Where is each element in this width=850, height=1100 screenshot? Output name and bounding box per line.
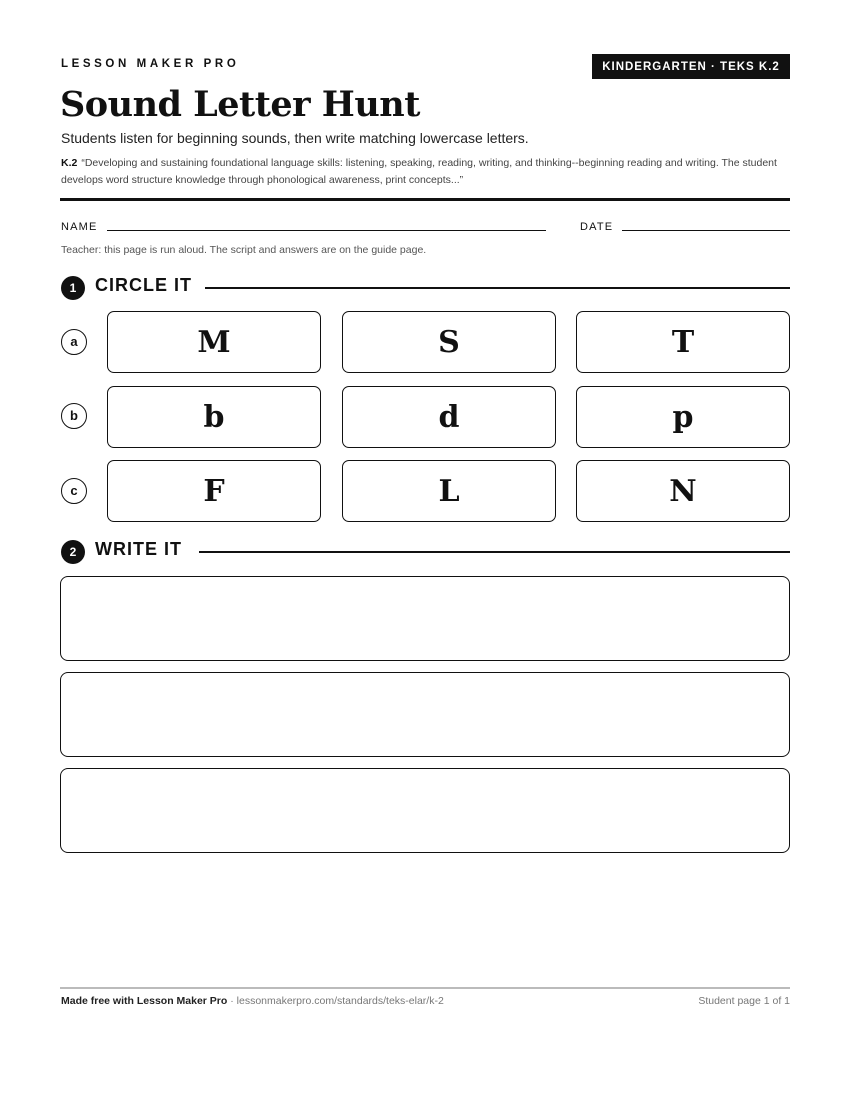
write-box[interactable] — [60, 768, 790, 853]
section-1-number: 1 — [61, 276, 85, 300]
row-label-a: a — [61, 329, 87, 355]
footer-made-with: Made free with Lesson Maker Pro — [61, 995, 228, 1007]
header-divider — [60, 198, 790, 201]
section-1-rule — [205, 287, 790, 289]
standard-text: “Developing and sustaining foundational language skills: listening, speaking, reading, writing, and thinking--beginning reading and writing. The student develops word structure knowledge through phonological awareness, print concepts...” — [61, 157, 777, 186]
footer-page-number: Student page 1 of 1 — [698, 995, 790, 1007]
standard-code: K.2 — [61, 157, 78, 169]
write-box[interactable] — [60, 672, 790, 757]
footer-url: · lessonmakerpro.com/standards/teks-elar/k-2 — [227, 995, 444, 1007]
section-2-rule — [199, 551, 790, 553]
letter-choice[interactable]: M — [107, 311, 321, 373]
write-box[interactable] — [60, 576, 790, 661]
grade-badge: KINDERGARTEN · TEKS K.2 — [592, 54, 790, 79]
footer-divider — [60, 987, 790, 989]
letter-choice[interactable]: L — [342, 460, 556, 522]
worksheet-subtitle: Students listen for beginning sounds, then write matching lowercase letters. — [61, 130, 529, 146]
letter-choice[interactable]: N — [576, 460, 790, 522]
section-2-number: 2 — [61, 540, 85, 564]
letter-choice[interactable]: b — [107, 386, 321, 448]
name-label: NAME — [61, 221, 98, 233]
section-1-title: CIRCLE IT — [95, 275, 192, 295]
letter-choice[interactable]: T — [576, 311, 790, 373]
letter-choice[interactable]: F — [107, 460, 321, 522]
section-2-title: WRITE IT — [95, 539, 182, 559]
letter-choice[interactable]: S — [342, 311, 556, 373]
row-label-b: b — [61, 403, 87, 429]
worksheet-title: Sound Letter Hunt — [60, 84, 420, 125]
footer-credit — [61, 995, 444, 1007]
letter-choice[interactable]: d — [342, 386, 556, 448]
date-field[interactable] — [622, 230, 790, 231]
brand-name: LESSON MAKER PRO — [61, 58, 240, 70]
name-field[interactable] — [107, 230, 546, 231]
row-label-c: c — [61, 478, 87, 504]
letter-choice[interactable]: p — [576, 386, 790, 448]
date-label: DATE — [580, 221, 614, 233]
teacher-note: Teacher: this page is run aloud. The script and answers are on the guide page. — [61, 244, 427, 256]
standard-description — [61, 155, 796, 189]
